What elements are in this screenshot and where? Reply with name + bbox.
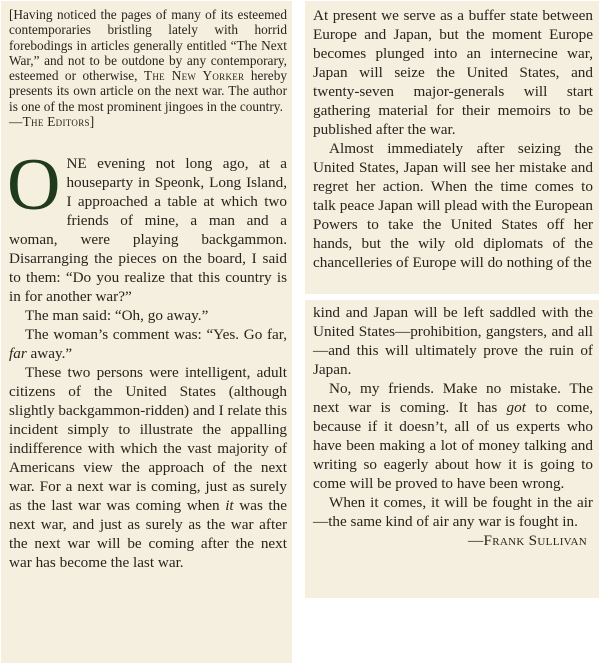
paragraph-5: At present we serve as a buffer state between Europe and Japan, but the moment Europe becomes plunged into an internecine war, Japan will seize the United States, and twenty-seven major-generals will start gathering material for their memoirs to be published after the war. — [313, 7, 593, 138]
editor-note — [9, 7, 287, 129]
paragraph-6-part-2: kind and Japan will be left saddled with the United States—prohibition, gangsters, and all—and this will ultimately prove the ruin of Japan. — [313, 304, 593, 378]
paragraph-2: The man said: “Oh, go away.” — [25, 307, 209, 325]
right-column-bottom — [305, 300, 599, 598]
paragraph-3 — [9, 325, 287, 363]
story-body-right-top — [313, 6, 593, 272]
emphasis: got — [506, 399, 526, 416]
paragraph-7-text: No, my friends. Make no mistake. The next war is coming. It has — [313, 380, 593, 416]
paragraph-7 — [313, 379, 593, 493]
story-body-right-bottom — [313, 303, 594, 549]
author-signature: —Frank Sullivan — [467, 532, 587, 549]
opening-text: NE evening not long ago, at a houseparty in Speonk, Long Island, I approached a table at which two friends of mine, a man and a woman, were playing backgammon. Disarranging the pieces on the board, I said to them: “Do you realize that this country is in for another war?” — [9, 155, 287, 306]
paragraph-8-text: When it comes, it will be fought in the air—the same kind of air any war is fought in. — [313, 494, 593, 530]
editor-signoff: —The Editors] — [9, 114, 95, 130]
editor-note-text: [Having noticed the pages of many of its esteemed contemporaries bristling lately with horrid forebodings in articles generally entitled “The Next War,” and not to be outdone by any contemporary, esteemed or otherwise, — [9, 7, 287, 84]
magazine-name: The New Yorker — [143, 68, 245, 84]
paragraph-3-text: The woman’s comment was: “Yes. Go far, — [25, 326, 287, 344]
paragraph-7-end: to come, because if it doesn’t, all of us experts who have been making a lot of money talking and writing so eagerly about how it is going to come will be proved to have been wrong. — [313, 399, 594, 492]
paragraph-3-end: away.” — [26, 345, 73, 363]
drop-cap: O — [7, 144, 61, 227]
emphasis: far — [9, 345, 27, 363]
editor-note-text-continued: hereby presents its own article on the next war. The author is one of the most prominent jingoes in the country. — [9, 68, 287, 114]
paragraph-6-part-1: Almost immediately after seizing the United States, Japan will see her mistake and regret her action. When the time comes to talk peace Japan will plead with the European Powers to take the United States off her hands, but the wily old diplomats of the chancelleries of Europe will do nothing of the — [313, 140, 593, 271]
left-column — [1, 1, 292, 663]
paragraph-8 — [313, 493, 593, 549]
paragraph-4-text: These two persons were intelligent, adult citizens of the United States (although slightly backgammon-ridden) and I relate this incident simply to illustrate the appalling indifference with which the vast majority of Americans view the approach of the next war. For a next war is coming, just as surely as the last war was coming when — [9, 364, 287, 515]
paragraph-4-end: was the next war, and just as surely as the war after the next war will be coming after the next war has become the last war. — [9, 497, 287, 572]
right-column-top — [305, 1, 599, 294]
opening-paragraph — [7, 144, 287, 306]
story-body-left — [7, 144, 287, 572]
emphasis: it — [225, 497, 234, 515]
paragraph-4 — [9, 363, 287, 572]
